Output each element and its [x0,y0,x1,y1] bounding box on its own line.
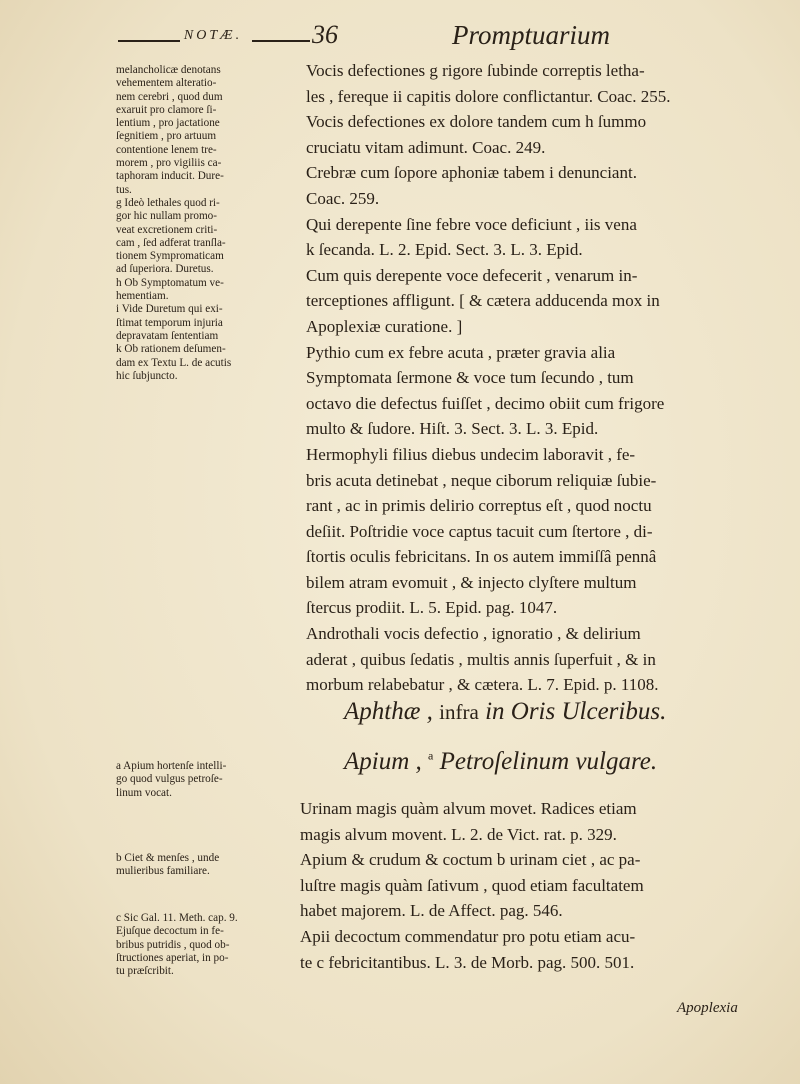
text-line: Coac. 259. [306,188,380,208]
text-line: terceptiones affligunt. [ & cætera adducenda mox in [306,291,660,311]
text-line: k ſecanda. L. 2. Epid. Sect. 3. L. 3. Epid. [306,240,583,260]
heading-aphthae [344,698,666,726]
text-line: habet majorem. L. de Affect. pag. 546. [300,901,563,921]
note-line: gor hic nullam promo- [116,210,217,223]
text-line: ſtortis oculis febricitans. In os autem immiſſâ pennâ [306,547,657,567]
text-line: octavo die defectus fuiſſet , decimo obiit cum frigore [306,393,665,413]
text-line: cruciatu vitam adimunt. Coac. 249. [306,137,546,157]
page-number: 36 [312,20,338,49]
note-line: hementiam. [116,290,169,303]
note-line: i Vide Duretum qui exi- [116,303,223,316]
note-line: tu præſcribit. [116,965,174,978]
running-title: Promptuarium [452,20,611,50]
note-line: linum vocat. [116,786,172,799]
text-line: ſtercus prodiit. L. 5. Epid. pag. 1047. [306,598,558,618]
text-line: deſiit. Poſtridie voce captus tacuit cum ſtertore , di- [306,521,653,541]
note-line: melancholicæ denotans [116,64,221,76]
text-line: multo & ſudore. Hiſt. 3. Sect. 3. L. 3. Epid. [306,419,599,439]
text-line: Hermophyli filius diebus undecim laboravit , fe- [306,444,636,464]
text-line: les , fereque ii capitis dolore conflictantur. Coac. 255. [306,86,671,106]
note-line: morem , pro vigiliis ca- [116,157,222,170]
note-line: nem cerebri , quod dum [116,90,223,103]
text-line: bris acuta detinebat , neque ciborum reliquiæ ſubie- [306,470,657,490]
note-line: bribus putridis , quod ob- [116,938,230,951]
note-line: dam ex Textu L. de acutis [116,356,232,369]
note-line: c Sic Gal. 11. Meth. cap. 9. [116,912,238,924]
note-line: tionem Sympromaticam [116,250,224,263]
note-line: go quod vulgus petroſe- [116,773,223,786]
text-line: morbum relabebatur , & cætera. L. 7. Epid. p. 1108. [306,675,659,695]
heading-aphthae-title: Aphthæ , [344,698,433,725]
note-line: ſtimat temporum injuria [116,316,223,329]
note-line: contentione lenem tre- [116,143,217,156]
text-line: Symptomata ſermone & voce tum ſecundo , tum [306,368,634,388]
text-line: Qui derepente ſine febre voce deficiunt , iis vena [306,214,637,234]
text-line: Apoplexiæ curatione. ] [306,316,463,336]
note-line: h Ob Symptomatum ve- [116,276,224,289]
note-line: taphoram inducit. Dure- [116,170,224,183]
note-line: lentium , pro jactatione [116,117,220,130]
text-line: Androthali vocis defectio , ignoratio , & delirium [306,624,641,644]
heading-apium-title: Apium , [344,748,422,775]
note-line: cam , ſed adferat tranſla- [116,236,226,249]
note-line: ſegnitiem , pro artuum [116,130,217,143]
marginal-note-b [116,852,306,879]
text-line: Cum quis derepente voce defecerit , venarum in- [306,265,638,285]
note-line: b Ciet & menſes , unde [116,852,220,864]
text-line: aderat , quibus ſedatis , multis annis ſuperfuit , & in [306,649,656,669]
note-line: mulieribus familiare. [116,865,210,878]
text-line: Vocis defectiones ex dolore tandem cum h ſummo [306,112,647,132]
note-line: ad ſuperiora. Duretus. [116,263,214,276]
main-text-bottom [300,796,780,975]
heading-apium-note-marker: a [428,748,434,763]
marginal-note-a [116,760,306,800]
text-line: rant , ac in primis delirio correptus eſt , quod noctu [306,496,652,516]
notes-column-label: NOTÆ. [183,28,243,43]
note-line: hic ſubjuncto. [116,369,178,382]
text-line: luſtre magis quàm ſativum , quod etiam facultatem [300,875,644,895]
heading-aphthae-ref: in Oris Ulceribus. [485,698,667,725]
text-line: Apium & crudum & coctum b urinam ciet , ac pa- [300,850,641,870]
note-line: a Apium hortenſe intelli- [116,760,227,772]
text-line: Apii decoctum commendatur pro potu etiam acu- [300,926,636,946]
text-line: Crebræ cum ſopore aphoniæ tabem i denunciant. [306,163,637,183]
text-line: bilem atram evomuit , & injecto clyſtere multum [306,572,637,592]
note-line: depravatam ſententiam [116,329,219,342]
text-line: te c febricitantibus. L. 3. de Morb. pag. 500. 501. [300,952,635,972]
heading-aphthae-infra: infra [439,700,479,724]
main-text-top [306,58,786,698]
text-line: Urinam magis quàm alvum movet. Radices etiam [300,799,637,818]
note-line: vehementem alteratio- [116,77,217,90]
heading-apium [344,748,657,776]
note-line: Ejuſque decoctum in fe- [116,925,224,938]
note-line: tus. [116,183,132,196]
note-line: k Ob rationem deſumen- [116,343,226,356]
text-line: magis alvum movent. L. 2. de Vict. rat. p. 329. [300,824,617,844]
catchword: Apoplexia [677,1000,738,1016]
marginal-notes-top [116,64,306,383]
note-line: veat excretionem criti- [116,223,218,236]
marginal-note-c [116,912,306,978]
note-line: exaruit pro clamore ſi- [116,103,217,116]
note-line: ſtructiones aperiat, in po- [116,951,229,964]
heading-apium-subtitle: Petroſelinum vulgare. [439,748,658,775]
text-line: Vocis defectiones g rigore ſubinde correptis letha- [306,61,645,80]
note-line: g Ideò lethales quod ri- [116,196,220,209]
text-line: Pythio cum ex febre acuta , præter gravia alia [306,342,616,362]
